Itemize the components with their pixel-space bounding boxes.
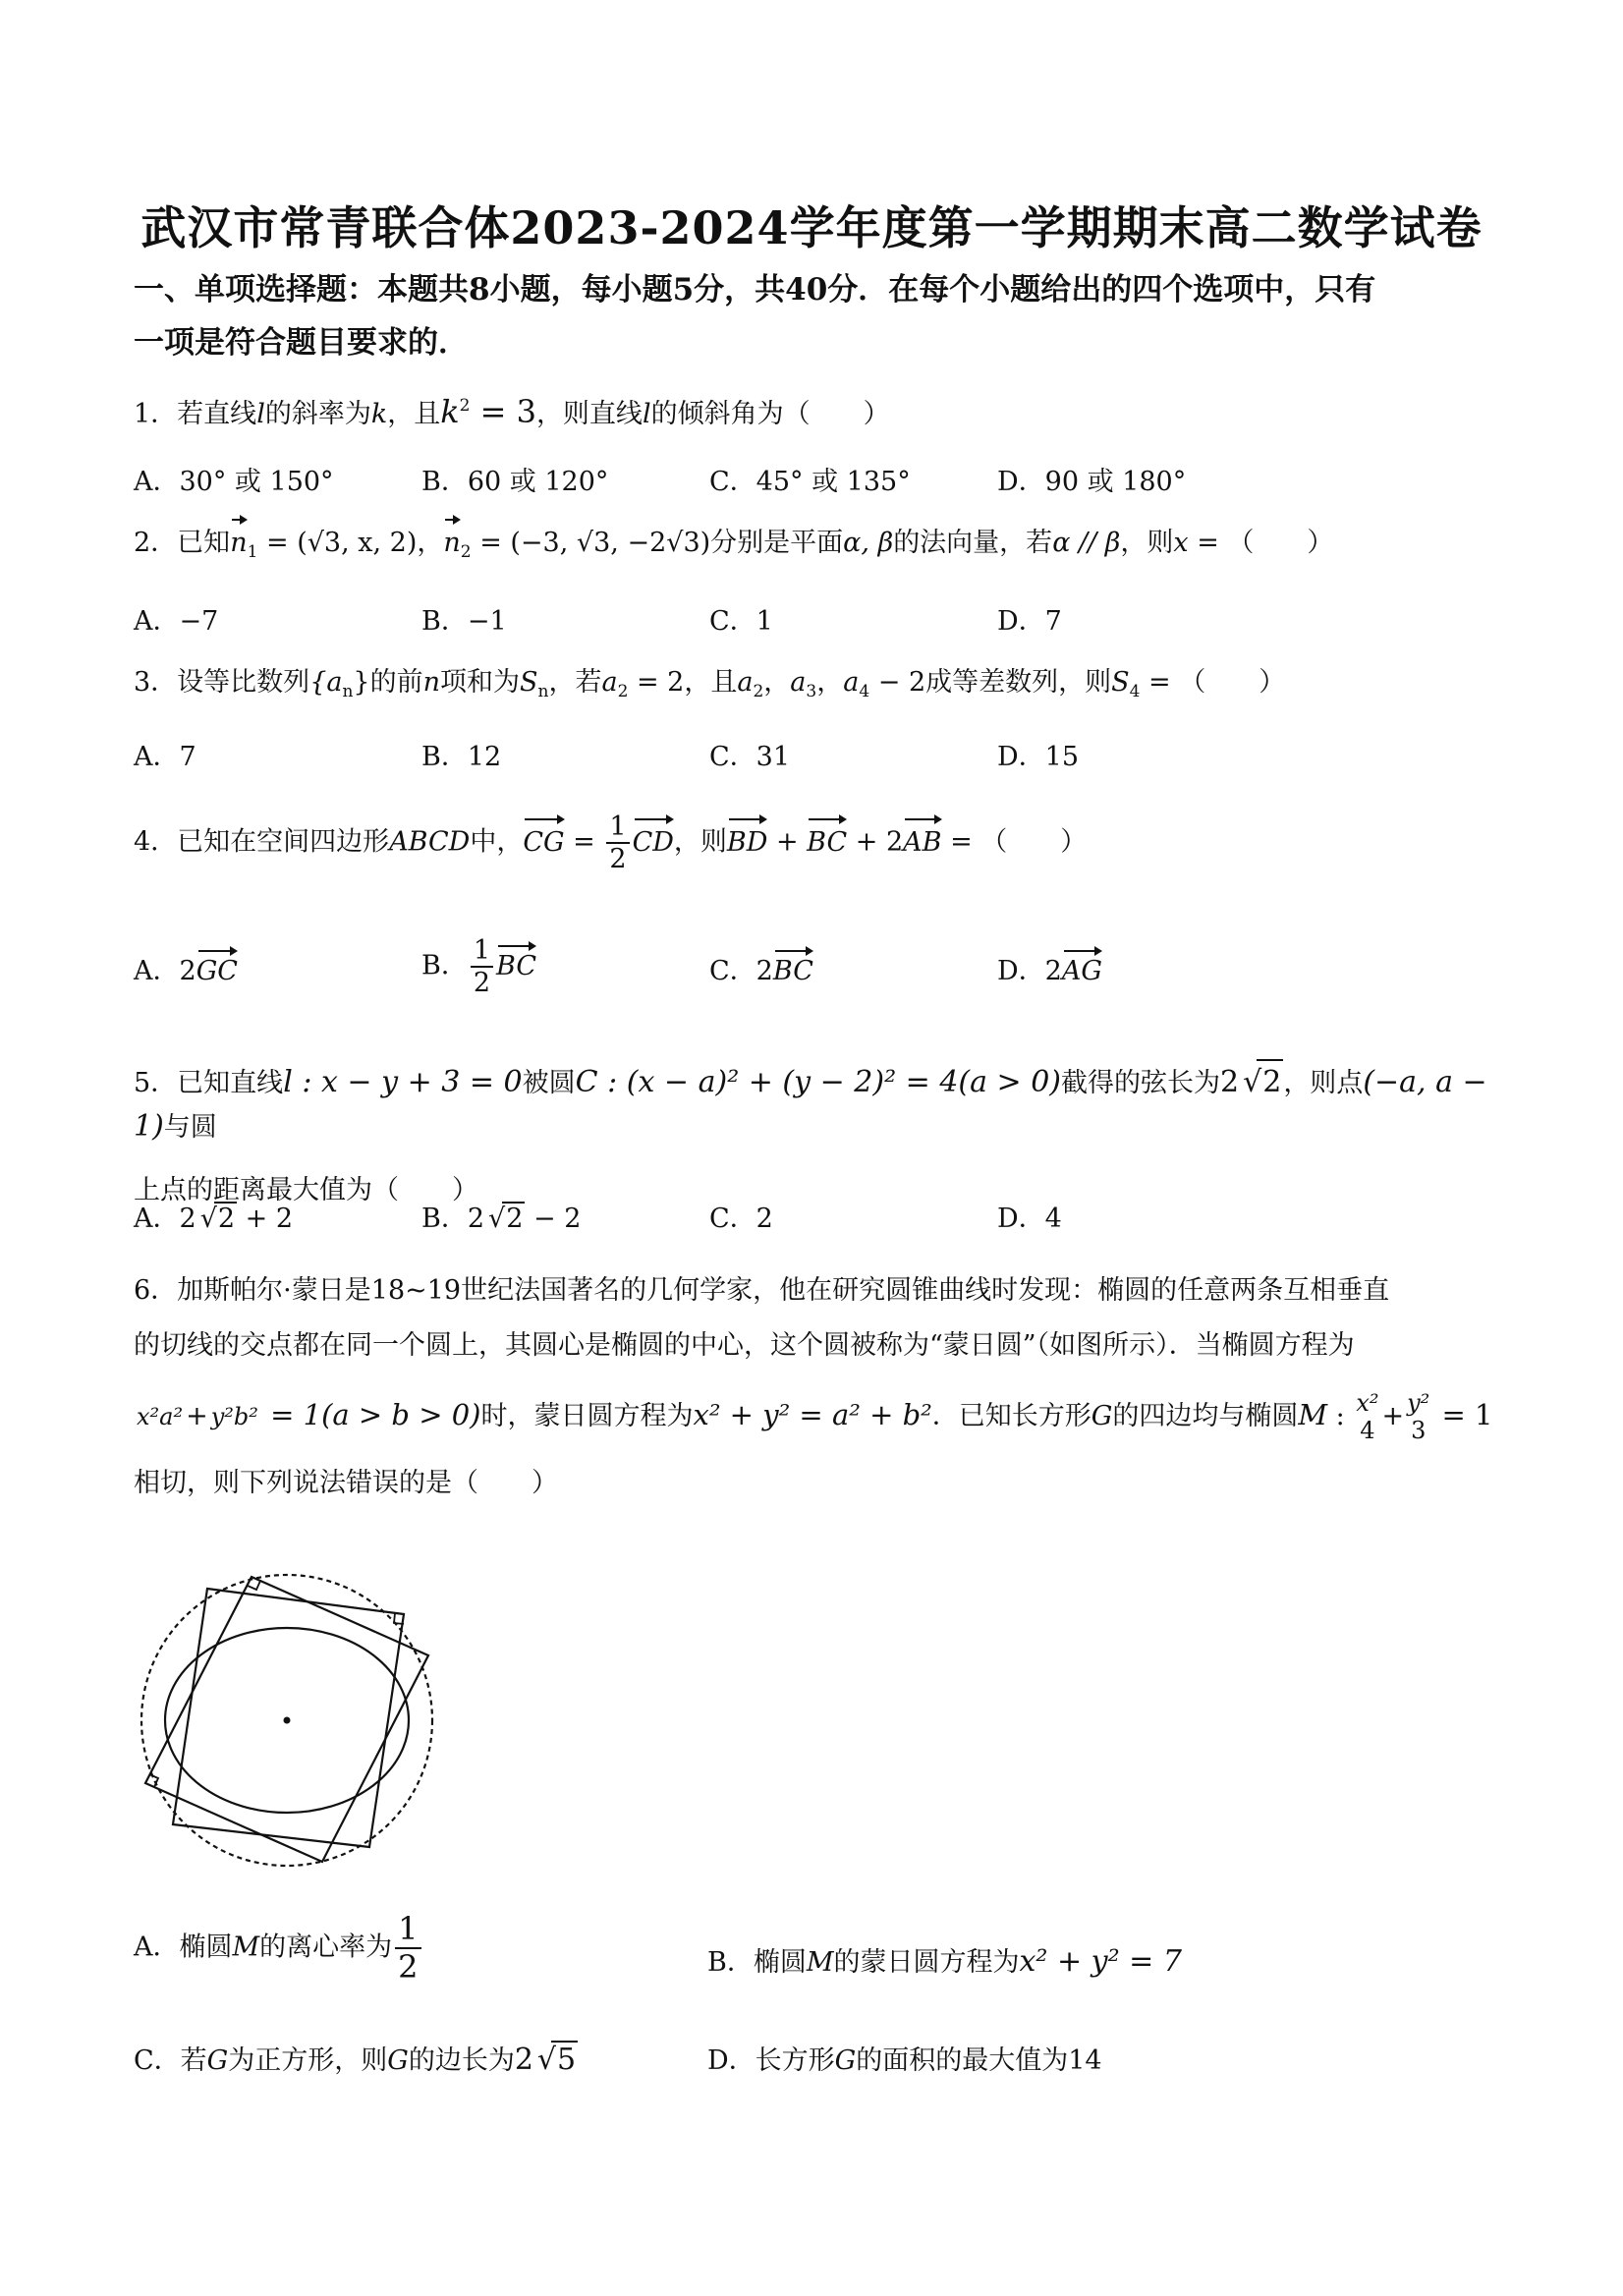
q4-option-b-num: 1 bbox=[471, 935, 493, 968]
q3-var-s: S bbox=[520, 667, 538, 698]
question-2-options bbox=[134, 599, 1509, 648]
q4-text: ，则 bbox=[673, 826, 727, 858]
q4-half-num: 1 bbox=[606, 812, 629, 844]
q5-option-c[interactable]: C．2 bbox=[709, 1204, 773, 1234]
q6-option-a-fraction bbox=[395, 1911, 420, 1986]
q2-planes: α, β bbox=[843, 528, 894, 558]
q6-plus: + bbox=[1381, 1401, 1405, 1431]
q6-option-c-g: G bbox=[206, 2045, 229, 2076]
q4-quadrilateral: ABCD bbox=[389, 826, 471, 858]
monge-circle-figure bbox=[134, 1567, 440, 1874]
q3-text: ， bbox=[763, 667, 791, 698]
question-4 bbox=[134, 812, 1509, 874]
q6-eq-one: = 1 bbox=[1432, 1398, 1493, 1431]
q4-option-b-fraction bbox=[471, 935, 493, 998]
q6-text: 的四边均与椭圆 bbox=[1112, 1401, 1299, 1431]
q4-eq: = bbox=[564, 826, 604, 858]
q6-text: 时，蒙日圆方程为 bbox=[480, 1401, 694, 1431]
q2-option-a[interactable]: A．−7 bbox=[134, 606, 219, 637]
q4-vector-bd: BD bbox=[727, 824, 768, 862]
q1-text: ，则直线 bbox=[535, 399, 643, 429]
q4-text: = （ ） bbox=[941, 826, 1088, 858]
q4-vector-cd: CD bbox=[633, 824, 674, 862]
q6-option-c-g: G bbox=[387, 2045, 409, 2076]
q2-text: ， bbox=[417, 528, 444, 558]
q1-eq-exp: 2 bbox=[459, 396, 471, 416]
q5-option-b-sqrt: √ 2 bbox=[502, 1202, 525, 1234]
q5-point: (−a, a − 1) bbox=[134, 1065, 1487, 1144]
q6-fraction-m-x bbox=[1356, 1390, 1378, 1444]
question-6-options-row-1 bbox=[134, 1911, 1509, 1989]
q2-text: ，则 bbox=[1120, 528, 1174, 558]
q6-frac-x-num: x² bbox=[137, 1402, 160, 1430]
q5-text: 截得的弦长为 bbox=[1061, 1068, 1220, 1098]
exam-title: 武汉市常青联合体2023-2024学年度第一学期期末高二数学试卷 bbox=[140, 201, 1483, 254]
q4-option-a-coef: 2 bbox=[179, 956, 196, 986]
q4-plus-two: + 2 bbox=[847, 826, 904, 858]
q1-text: 的斜率为 bbox=[264, 399, 371, 429]
q1-eq-tail: = 3 bbox=[470, 393, 536, 430]
question-5-options bbox=[134, 1197, 1509, 1246]
q6-option-a-m: M bbox=[232, 1932, 260, 1963]
q1-text: 的倾斜角为（ ） bbox=[650, 399, 890, 429]
q6-fraction-x bbox=[137, 1404, 183, 1431]
q3-var-n: n bbox=[422, 667, 440, 698]
q6-var-g: G bbox=[1091, 1401, 1113, 1431]
q4-option-b-label: B． bbox=[421, 950, 468, 981]
q2-text: 的法向量，若 bbox=[893, 528, 1053, 558]
q5-line-2: 上点的距离最大值为（ ） bbox=[134, 1175, 478, 1205]
q5-text: 5．已知直线 bbox=[134, 1068, 284, 1098]
q3-var-s: S bbox=[1111, 667, 1130, 698]
q6-option-a-den: 2 bbox=[398, 1947, 419, 1986]
q3-text: ，若 bbox=[548, 667, 602, 698]
q5-option-b-coef: 2 bbox=[467, 1204, 485, 1234]
q6-frac-m-y-num: y² bbox=[1407, 1388, 1430, 1417]
q4-option-c[interactable] bbox=[709, 949, 813, 987]
q3-text: = （ ） bbox=[1140, 667, 1286, 698]
q3-var-a: a bbox=[737, 667, 754, 698]
q4-option-c-vector: BC bbox=[772, 956, 813, 986]
q3-text: 3．设等比数列 bbox=[134, 667, 310, 698]
q1-eq-k: k bbox=[440, 393, 460, 430]
q1-option-c[interactable]: C．45° 或 135° bbox=[709, 467, 911, 497]
q5-option-b-tail: − 2 bbox=[525, 1204, 582, 1234]
q3-var-a: a bbox=[790, 667, 807, 698]
q5-option-a[interactable] bbox=[134, 1197, 293, 1235]
q4-option-d-vector: AG bbox=[1061, 956, 1102, 986]
q1-text: ，且 bbox=[387, 399, 441, 429]
q4-option-b[interactable] bbox=[421, 935, 536, 998]
q6-frac-b-den: b² bbox=[233, 1402, 258, 1430]
q5-option-d[interactable]: D．4 bbox=[997, 1204, 1062, 1234]
q5-text: 被圆 bbox=[522, 1068, 576, 1098]
q6-option-c-text: C．若 bbox=[134, 2045, 207, 2076]
q2-text: 2．已知 bbox=[134, 528, 231, 558]
q6-line-3 bbox=[134, 1385, 1509, 1446]
q2-parallel-condition: α // β bbox=[1052, 528, 1121, 558]
q6-option-a[interactable] bbox=[134, 1911, 424, 1986]
q5-text: 与圆 bbox=[163, 1112, 217, 1143]
q2-text: = （ ） bbox=[1188, 528, 1334, 558]
q4-vector-ab: AB bbox=[903, 824, 941, 862]
q4-half-den: 2 bbox=[609, 844, 627, 875]
q3-text: 项和为 bbox=[440, 667, 520, 698]
q2-vector-n1-value: = (√3, x, 2) bbox=[257, 528, 418, 558]
q3-a4-sub: 4 bbox=[859, 682, 870, 701]
q6-frac-m-3-den: 3 bbox=[1411, 1416, 1427, 1444]
q6-option-d[interactable] bbox=[707, 2039, 1102, 2077]
q6-plus: + bbox=[186, 1401, 208, 1431]
ellipse-center-dot bbox=[284, 1717, 291, 1724]
q3-option-d[interactable]: D．15 bbox=[997, 742, 1080, 772]
q5-chord-sqrt: √ 2 bbox=[1257, 1059, 1283, 1104]
question-5 bbox=[134, 1059, 1509, 1212]
q6-option-c[interactable] bbox=[134, 2039, 578, 2077]
q6-frac-m-x-num: x² bbox=[1356, 1388, 1379, 1417]
q5-option-a-label: A． bbox=[134, 1204, 180, 1234]
q6-var-m: M bbox=[1298, 1398, 1328, 1431]
q3-text: − 2成等差数列，则 bbox=[869, 667, 1112, 698]
q4-plus: + bbox=[767, 826, 808, 858]
q5-option-b-label: B． bbox=[421, 1204, 468, 1234]
q6-text: ．已知长方形 bbox=[931, 1401, 1091, 1431]
q4-option-a-vector: GC bbox=[196, 956, 238, 986]
q5-option-b[interactable] bbox=[421, 1197, 581, 1235]
question-1 bbox=[134, 393, 1509, 433]
q4-option-d[interactable] bbox=[997, 949, 1102, 987]
q5-option-a-sqrt: √ 2 bbox=[214, 1202, 237, 1234]
q3-text: ， bbox=[816, 667, 844, 698]
q4-option-b-den: 2 bbox=[473, 968, 491, 999]
q3-a3-sub: 3 bbox=[806, 682, 817, 701]
q6-option-c-text: 的边长为 bbox=[408, 2045, 515, 2076]
q1-var-l: l bbox=[642, 399, 651, 429]
q6-option-b-equation: x² + y² = 7 bbox=[1019, 1944, 1182, 1979]
q6-option-c-text: 为正方形，则 bbox=[228, 2045, 388, 2076]
q5-text: ，则点 bbox=[1283, 1068, 1364, 1098]
q4-option-b-vector: BC bbox=[496, 950, 537, 981]
q5-line-equation: l : x − y + 3 = 0 bbox=[283, 1065, 523, 1099]
q3-text: 的前 bbox=[369, 667, 423, 698]
q6-option-d-text: 的面积的最大值为14 bbox=[856, 2045, 1102, 2076]
q5-option-a-coef: 2 bbox=[179, 1204, 196, 1234]
q4-option-a[interactable] bbox=[134, 949, 238, 987]
q2-var-x: x bbox=[1173, 528, 1189, 558]
q2-vector-n2-value: = (−3, √3, −2√3) bbox=[471, 528, 711, 558]
question-3 bbox=[134, 664, 1509, 701]
q3-var-a: a bbox=[601, 667, 618, 698]
q6-frac-y-num: y² bbox=[210, 1402, 234, 1430]
q3-a2-sub: 2 bbox=[617, 682, 629, 701]
q4-vector-bc: BC bbox=[807, 824, 847, 862]
q6-ellipse-condition: = 1(a > b > 0) bbox=[260, 1398, 481, 1431]
q1-text: 1．若直线 bbox=[134, 399, 257, 429]
q6-option-b-m: M bbox=[806, 1947, 834, 1978]
q3-text: = 2，且 bbox=[628, 667, 738, 698]
q6-monge-equation: x² + y² = a² + b² bbox=[693, 1398, 932, 1431]
q4-option-c-coef: 2 bbox=[756, 956, 773, 986]
q2-text: 分别是平面 bbox=[710, 528, 844, 558]
q5-chord-coef: 2 bbox=[1220, 1065, 1240, 1099]
q4-option-d-label: D． bbox=[997, 956, 1045, 986]
section-heading-line-1: 一、单项选择题：本题共8小题，每小题5分，共40分．在每个小题给出的四个选项中，只有 bbox=[134, 272, 1376, 308]
question-6 bbox=[134, 1263, 1509, 1511]
q6-option-b-text: 的蒙日圆方程为 bbox=[833, 1947, 1020, 1978]
q6-option-c-coef: 2 bbox=[514, 2043, 533, 2077]
q2-vector-n1: n bbox=[230, 525, 247, 562]
q3-var-a: a bbox=[843, 667, 860, 698]
q6-fraction-m-y bbox=[1407, 1390, 1429, 1444]
q3-sequence-sub: n bbox=[342, 682, 354, 701]
section-heading-line-2: 一项是符合题目要求的． bbox=[134, 325, 469, 361]
question-2 bbox=[134, 525, 1509, 562]
q6-option-b-text: B．椭圆 bbox=[707, 1947, 807, 1978]
q6-line-2: 的切线的交点都在同一个圆上，其圆心是椭圆的中心，这个圆被称为“蒙日圆”（如图所示）．当椭圆方程为 bbox=[134, 1330, 1355, 1361]
q3-sequence-close: } bbox=[353, 667, 370, 698]
q3-s-sub: n bbox=[537, 682, 549, 701]
q6-colon: : bbox=[1327, 1401, 1354, 1431]
section-heading bbox=[134, 263, 1509, 369]
q6-option-a-text: 的离心率为 bbox=[259, 1932, 393, 1963]
q2-n2-sub: 2 bbox=[460, 542, 472, 562]
q6-line-4: 相切，则下列说法错误的是（ ） bbox=[134, 1468, 558, 1498]
q5-line-1 bbox=[134, 1059, 1509, 1149]
q6-frac-a-den: a² bbox=[159, 1402, 184, 1430]
q6-line-1: 6．加斯帕尔·蒙日是18~19世纪法国著名的几何学家，他在研究圆锥曲线时发现：椭圆的任意两条互相垂直 bbox=[134, 1275, 1390, 1306]
q3-sequence: {a bbox=[309, 667, 343, 698]
q2-n1-sub: 1 bbox=[247, 542, 258, 562]
q6-option-d-g: G bbox=[834, 2045, 857, 2076]
q1-var-l: l bbox=[256, 399, 265, 429]
question-3-options bbox=[134, 735, 1509, 784]
q6-frac-m-4-den: 4 bbox=[1360, 1416, 1375, 1444]
q4-option-d-coef: 2 bbox=[1044, 956, 1062, 986]
q6-option-d-text: D．长方形 bbox=[707, 2045, 835, 2076]
question-6-options-row-2 bbox=[134, 2039, 1509, 2088]
q3-s4-sub: 4 bbox=[1129, 682, 1141, 701]
q5-option-a-tail: + 2 bbox=[237, 1204, 294, 1234]
q2-option-c[interactable]: C．1 bbox=[709, 606, 773, 637]
q4-vector-cg: CG bbox=[523, 824, 564, 862]
q3-option-a[interactable]: A．7 bbox=[134, 742, 196, 772]
q4-text: 4．已知在空间四边形 bbox=[134, 826, 390, 858]
q3-option-b[interactable]: B．12 bbox=[421, 742, 502, 772]
q4-option-a-label: A． bbox=[134, 956, 180, 986]
q6-option-a-text: A．椭圆 bbox=[134, 1932, 233, 1963]
question-4-options bbox=[134, 935, 1509, 1018]
q4-half-fraction bbox=[606, 812, 629, 874]
q6-option-b[interactable] bbox=[707, 1940, 1182, 1979]
q4-option-c-label: C． bbox=[709, 956, 756, 986]
q6-fraction-y bbox=[211, 1404, 258, 1431]
q1-option-a[interactable]: A．30° 或 150° bbox=[134, 467, 334, 497]
q5-circle-equation: C : (x − a)² + (y − 2)² = 4(a > 0) bbox=[575, 1065, 1061, 1099]
q3-option-c[interactable]: C．31 bbox=[709, 742, 791, 772]
q1-option-b[interactable]: B．60 或 120° bbox=[421, 467, 609, 497]
q4-text: 中， bbox=[470, 826, 524, 858]
q1-var-k: k bbox=[370, 399, 388, 429]
q6-option-c-sqrt: √ 5 bbox=[551, 2041, 578, 2077]
q3-a2-sub: 2 bbox=[753, 682, 764, 701]
q6-option-a-num: 1 bbox=[395, 1911, 420, 1949]
q1-option-d[interactable]: D．90 或 180° bbox=[997, 467, 1187, 497]
q2-vector-n2: n bbox=[443, 525, 460, 562]
q2-option-b[interactable]: B．−1 bbox=[421, 606, 507, 637]
q2-option-d[interactable]: D．7 bbox=[997, 606, 1062, 637]
question-1-options bbox=[134, 460, 1509, 509]
